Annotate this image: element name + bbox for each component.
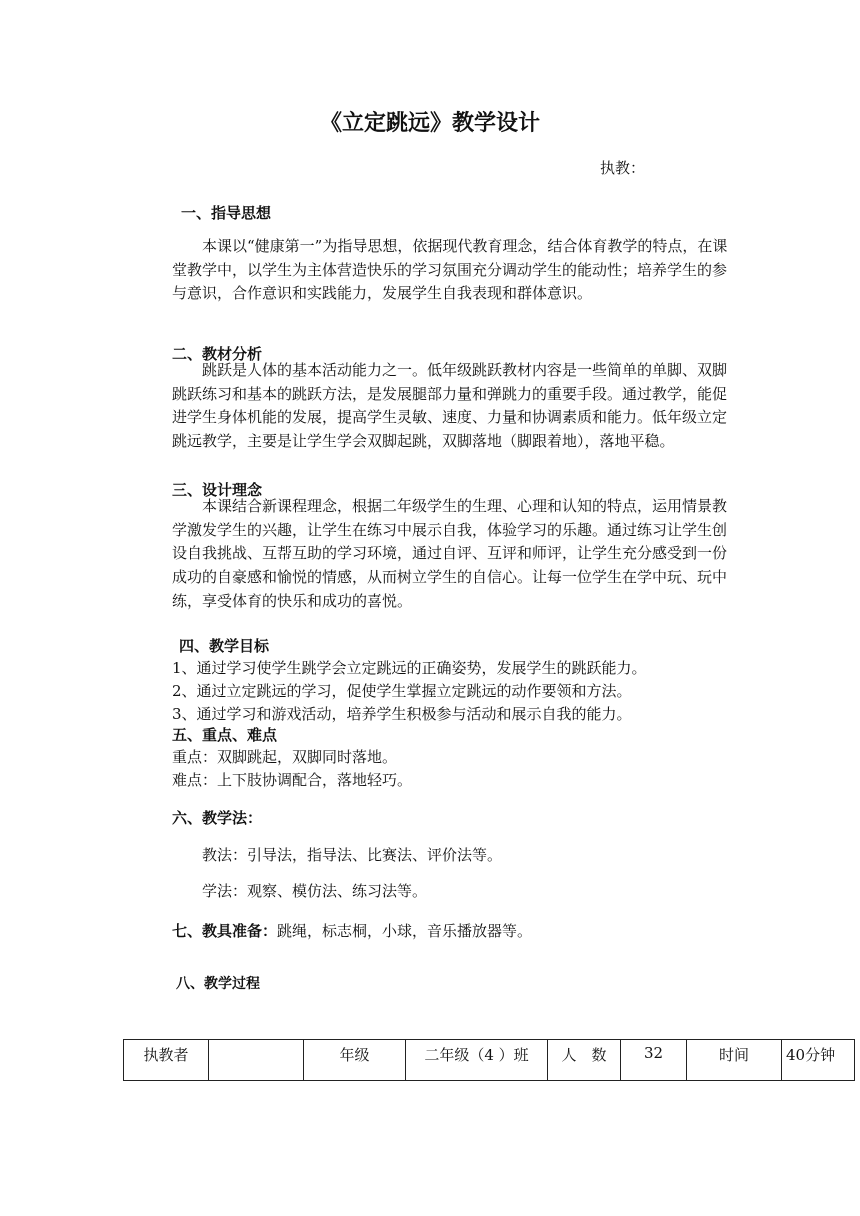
goal-item: 1、通过学习使学生跳学会立定跳远的正确姿势，发展学生的跳跃能力。	[172, 659, 647, 677]
lesson-info-table	[123, 1039, 855, 1081]
author-label: 执教：	[600, 159, 646, 177]
heading-equipment: 七、教具准备：	[172, 922, 278, 940]
equipment-line	[172, 920, 532, 941]
heading-guiding-thought: 一、指导思想	[181, 204, 272, 222]
table-cell-time-label: 时间	[687, 1040, 782, 1081]
heading-teaching-goals: 四、教学目标	[179, 637, 270, 655]
teaching-method: 教法：引导法，指导法、比赛法、评价法等。	[202, 846, 503, 864]
table-cell-count-value: 32	[621, 1040, 687, 1081]
heading-methods: 六、教学法：	[172, 809, 263, 827]
document-title: 《立定跳远》教学设计	[319, 111, 540, 136]
heading-material-analysis: 二、教材分析	[172, 345, 263, 363]
table-cell-grade-label: 年级	[304, 1040, 406, 1081]
paragraph-material-analysis: 跳跃是人体的基本活动能力之一。低年级跳跃教材内容是一些简单的单脚、双脚跳跃练习和基本的跳跃方法，是发展腿部力量和弹跳力的重要手段。通过教学，能促进学生身体机能的发展，提高学生灵敏、速度、力量和协调素质和能力。低年级立定跳远教学，主要是让学生学会双脚起跳，双脚落地（脚跟着地），落地平稳。	[172, 361, 728, 451]
table-cell-teacher-value	[209, 1040, 304, 1081]
paragraph-guiding-thought: 本课以“健康第一”为指导思想，依据现代教育理念，结合体育教学的特点，在课堂教学中，以学生为主体营造快乐的学习氛围充分调动学生的能动性；培养学生的参与意识，合作意识和实践能力，发展学生自我表现和群体意识。	[172, 237, 728, 303]
key-point: 重点：双脚跳起，双脚同时落地。	[172, 748, 398, 766]
goal-item: 2、通过立定跳远的学习，促使学生掌握立定跳远的动作要领和方法。	[172, 682, 632, 700]
learning-method: 学法：观察、模仿法、练习法等。	[202, 882, 428, 900]
paragraph-design-concept: 本课结合新课程理念，根据二年级学生的生理、心理和认知的特点，运用情景教学激发学生的兴趣，让学生在练习中展示自我，体验学习的乐趣。通过练习让学生创设自我挑战、互帮互助的学习环境，通过自评、互评和师评，让学生充分感受到一份成功的自豪感和愉悦的情感，从而树立学生的自信心。让每一位学生在学中玩、玩中练，享受体育的快乐和成功的喜悦。	[172, 497, 728, 610]
table-cell-time-value: 40分钟	[782, 1040, 855, 1081]
difficulty-point: 难点：上下肢协调配合，落地轻巧。	[172, 771, 413, 789]
equipment-list: 跳绳，标志桐，小球，音乐播放器等。	[277, 922, 533, 940]
table-cell-grade-value: 二年级（4 ）班	[406, 1040, 548, 1081]
table-row	[124, 1040, 855, 1081]
goal-item: 3、通过学习和游戏活动，培养学生积极参与活动和展示自我的能力。	[172, 705, 632, 723]
heading-teaching-process: 八、教学过程	[176, 976, 260, 992]
heading-key-points: 五、重点、难点	[172, 726, 278, 744]
heading-design-concept: 三、设计理念	[172, 481, 263, 499]
table-cell-count-label: 人 数	[548, 1040, 621, 1081]
table-cell-teacher-label: 执教者	[124, 1040, 209, 1081]
